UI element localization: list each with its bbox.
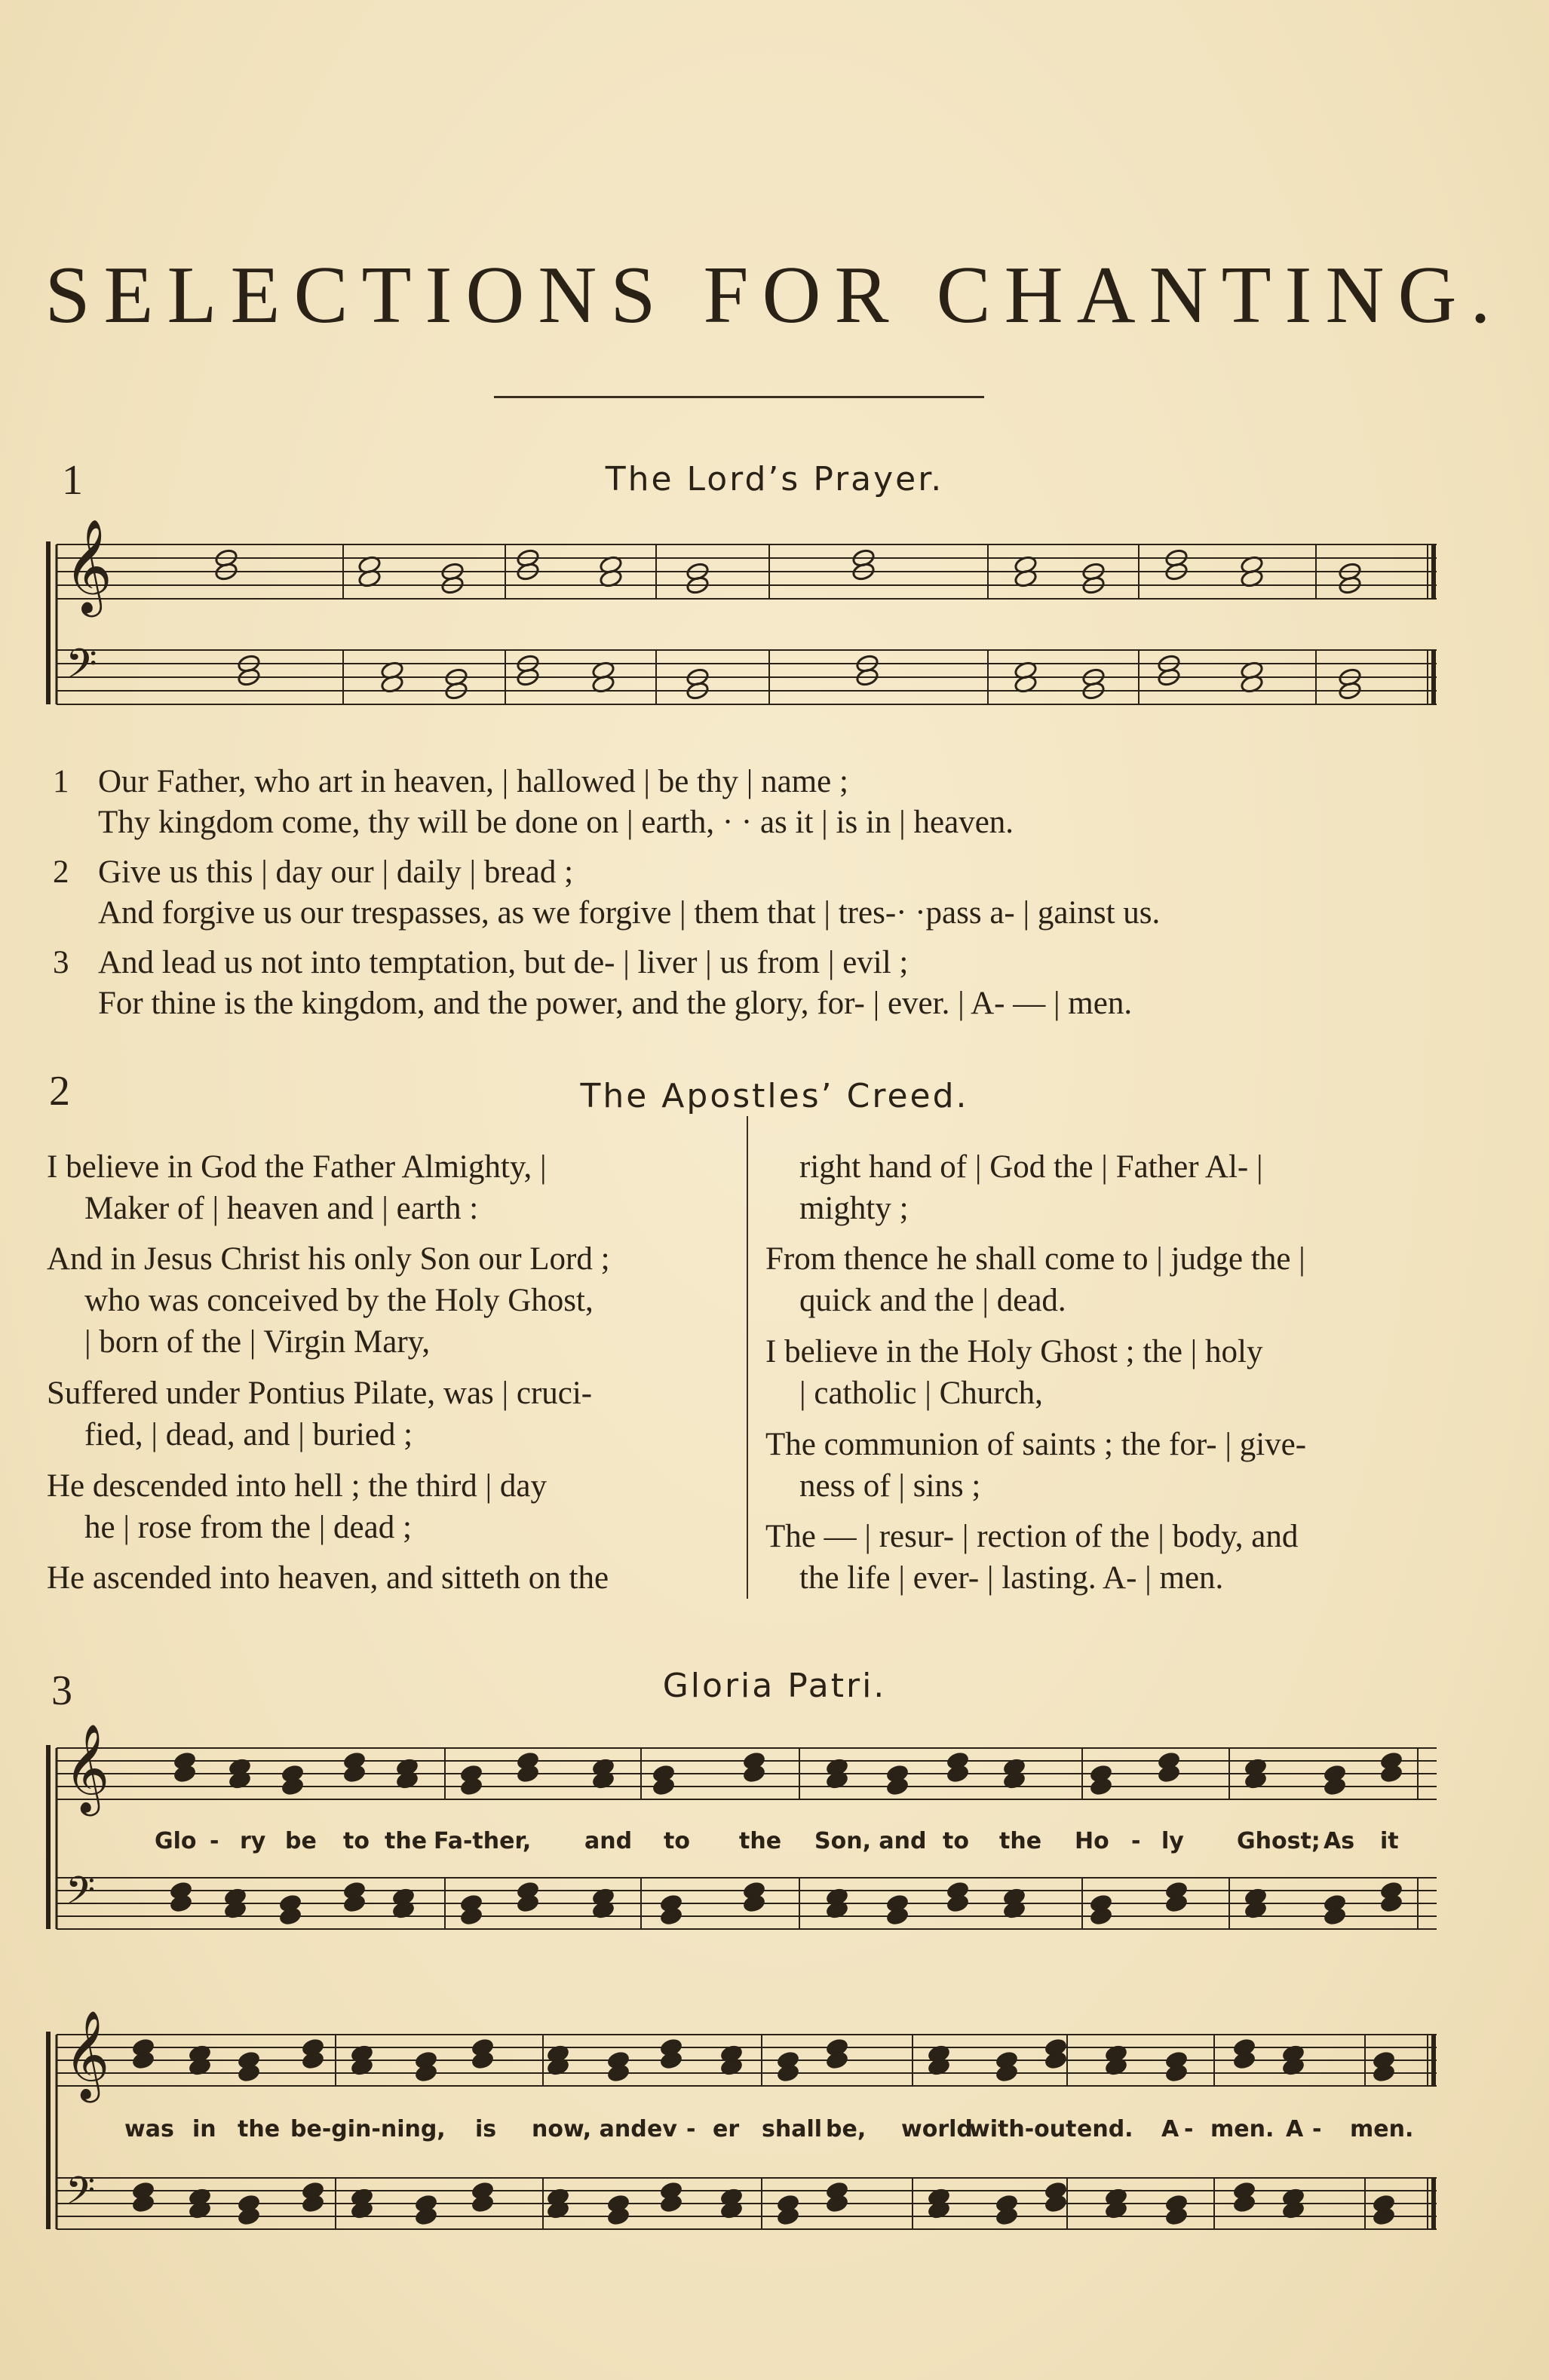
page-title: SELECTIONS FOR CHANTING. <box>44 250 1505 340</box>
verse-number: 3 <box>53 945 69 980</box>
lyric-syllable: - <box>1312 2116 1322 2142</box>
bass-clef: 𝄢 <box>66 2169 96 2223</box>
lyric-syllable: men. <box>1210 2116 1274 2142</box>
lyric-syllable: ly <box>1161 1828 1184 1854</box>
lyric-syllable: and <box>584 1828 633 1854</box>
treble-clef: 𝄞 <box>64 518 112 613</box>
verse-line: Give us this | day our | daily | bread ; <box>98 854 574 890</box>
creed-line: Suffered under Pontius Pilate, was | cruci- <box>47 1376 593 1411</box>
creed-line: And in Jesus Christ his only Son our Lord ; <box>47 1241 610 1277</box>
lyric-syllable: is <box>475 2116 497 2142</box>
lyric-syllable: As <box>1324 1828 1355 1854</box>
creed-line: he | rose from the | dead ; <box>84 1510 412 1545</box>
treble-clef: 𝄞 <box>64 2010 110 2100</box>
verse-line: For thine is the kingdom, and the power, and the glory, for- | ever. | A- — | men. <box>98 986 1133 1021</box>
creed-line: quick and the | dead. <box>799 1283 1066 1318</box>
lyric-syllable: - <box>1184 2116 1194 2142</box>
lyric-syllable: men. <box>1350 2116 1414 2142</box>
creed-line: | catholic | Church, <box>799 1376 1043 1411</box>
creed-line: He ascended into heaven, and sitteth on the <box>47 1560 609 1596</box>
lyric-syllable: be, <box>826 2116 867 2142</box>
system-brace <box>46 541 51 704</box>
system-brace <box>46 2032 51 2229</box>
lyric-syllable: er <box>713 2116 740 2142</box>
creed-line: | born of the | Virgin Mary, <box>84 1324 431 1360</box>
section-title-1: The Lord’s Prayer. <box>605 460 944 498</box>
lyric-syllable: with-out <box>969 2116 1077 2142</box>
creed-line: I believe in God the Father Almighty, | <box>47 1149 547 1185</box>
lyric-syllable: be <box>285 1828 317 1854</box>
lyric-syllable: ev <box>647 2116 677 2142</box>
verse-line: And lead us not into temptation, but de- | liver | us from | evil ; <box>98 945 909 980</box>
creed-line: Maker of | heaven and | earth : <box>84 1191 479 1226</box>
section-number-2: 2 <box>49 1068 70 1115</box>
lyric-syllable: the <box>999 1828 1042 1854</box>
lyric-syllable: the <box>385 1828 428 1854</box>
lyric-syllable: - <box>686 2116 696 2142</box>
column-divider <box>747 1116 748 1599</box>
creed-line: right hand of | God the | Father Al- | <box>799 1149 1263 1185</box>
lyric-syllable: Ho <box>1075 1828 1109 1854</box>
section-title-2: The Apostles’ Creed. <box>580 1077 969 1115</box>
creed-line: The communion of saints ; the for- | give- <box>765 1427 1307 1462</box>
creed-line: fied, | dead, and | buried ; <box>84 1417 413 1452</box>
treble-clef: 𝄞 <box>64 1723 110 1814</box>
lyric-syllable: in <box>192 2116 216 2142</box>
lyric-syllable: the <box>739 1828 782 1854</box>
section-number-3: 3 <box>51 1667 72 1714</box>
creed-line: mighty ; <box>799 1191 909 1226</box>
creed-line: He descended into hell ; the third | day <box>47 1468 547 1504</box>
verse-number: 1 <box>53 764 69 799</box>
bass-clef: 𝄢 <box>66 640 97 698</box>
verse-line: And forgive us our trespasses, as we forgive | them that | tres-· ·pass a- | gainst us. <box>98 895 1161 931</box>
lyric-syllable: end. <box>1077 2116 1133 2142</box>
lyric-syllable: Fa-ther, <box>434 1828 532 1854</box>
creed-line: I believe in the Holy Ghost ; the | holy <box>765 1334 1263 1369</box>
lyric-syllable: to <box>664 1828 690 1854</box>
lyric-syllable: be-gin-ning, <box>290 2116 446 2142</box>
lyric-syllable: - <box>210 1828 219 1854</box>
lyric-syllable: A <box>1286 2116 1304 2142</box>
lyric-syllable: ry <box>240 1828 266 1854</box>
creed-line: the life | ever- | lasting. A- | men. <box>799 1560 1224 1596</box>
verse-line: Our Father, who art in heaven, | hallowed | be thy | name ; <box>98 764 848 799</box>
verse-line: Thy kingdom come, thy will be done on | earth, · · as it | is in | heaven. <box>98 805 1014 840</box>
lyric-syllable: Glo <box>155 1828 197 1854</box>
bass-clef: 𝄢 <box>66 1869 96 1923</box>
creed-line: who was conceived by the Holy Ghost, <box>84 1283 594 1318</box>
lyric-syllable: A <box>1161 2116 1179 2142</box>
lyric-syllable: Ghost; <box>1237 1828 1320 1854</box>
lyric-syllable: Son, and <box>814 1828 927 1854</box>
lyric-syllable: world <box>901 2116 973 2142</box>
creed-line: From thence he shall come to | judge the | <box>765 1241 1305 1277</box>
section-title-3: Gloria Patri. <box>662 1667 887 1705</box>
lyric-syllable: to <box>943 1828 969 1854</box>
lyric-syllable: shall <box>762 2116 823 2142</box>
system-brace <box>46 1745 51 1929</box>
section-number-1: 1 <box>62 457 83 504</box>
verse-number: 2 <box>53 854 69 890</box>
lyric-syllable: the <box>238 2116 281 2142</box>
creed-line: ness of | sins ; <box>799 1468 981 1504</box>
lyric-syllable: - <box>1131 1828 1141 1854</box>
creed-line: The — | resur- | rection of the | body, and <box>765 1519 1299 1554</box>
lyric-syllable: to <box>343 1828 370 1854</box>
lyric-syllable: was <box>124 2116 174 2142</box>
lyric-syllable: now, and <box>532 2116 647 2142</box>
lyric-syllable: it <box>1380 1828 1399 1854</box>
